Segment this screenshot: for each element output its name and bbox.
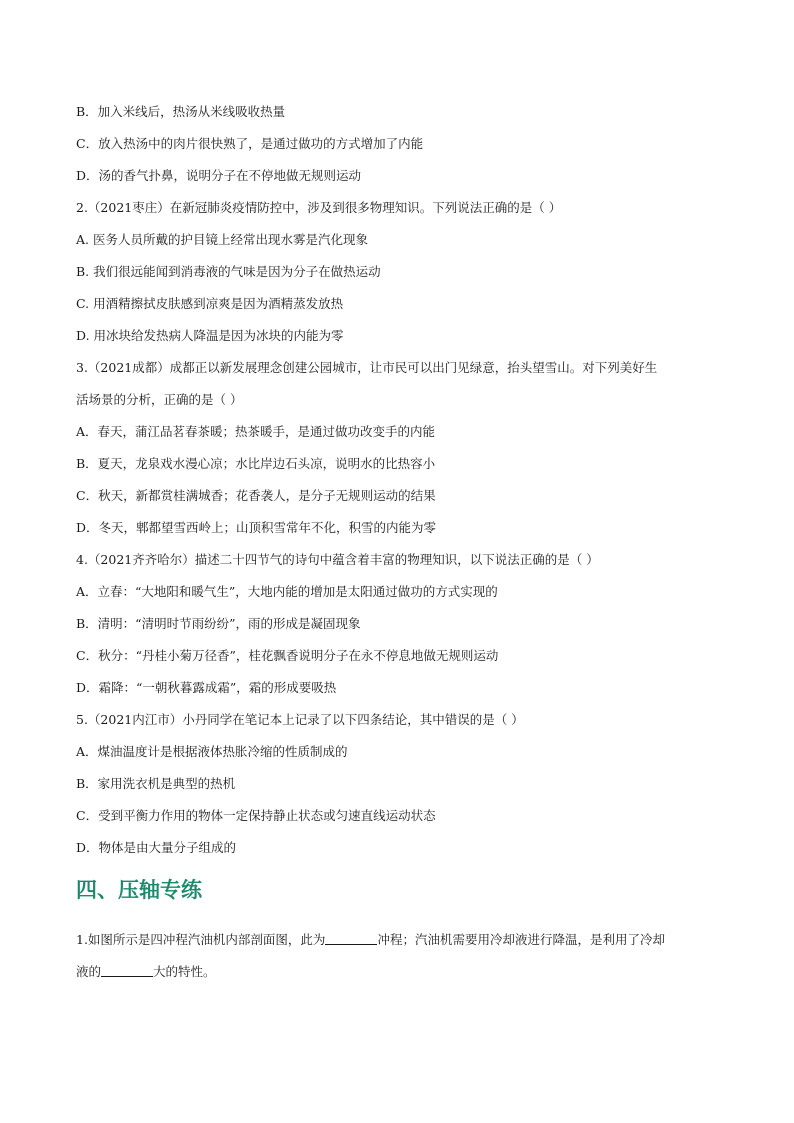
q4-stem: 4.（2021齐齐哈尔）描述二十四节气的诗句中蕴含着丰富的物理知识，以下说法正确的是（ ）	[76, 552, 599, 567]
section-title: 四、压轴专练	[76, 878, 202, 902]
q4-option-b: B．清明：“清明时节雨纷纷”，雨的形成是凝固现象	[76, 616, 361, 631]
q1-option-b: B．加入米线后，热汤从米线吸收热量	[76, 104, 286, 119]
q3-stem-line1: 3.（2021成都）成都正以新发展理念创建公园城市，让市民可以出门见绿意，抬头望雪山。对下列美好生	[76, 360, 658, 375]
q3-option-a: A．春天，蒲江品茗春茶暖；热茶暖手，是通过做功改变手的内能	[76, 424, 436, 439]
q2-stem: 2.（2021枣庄）在新冠肺炎疫情防控中，涉及到很多物理知识。下列说法正确的是（ ）	[76, 200, 562, 215]
q2-option-a: A. 医务人员所戴的护目镜上经常出现水雾是汽化现象	[76, 232, 368, 247]
q4-option-c: C．秋分：“丹桂小菊万径香”，桂花飘香说明分子在永不停息地做无规则运动	[76, 648, 499, 663]
q2-option-c: C. 用酒精擦拭皮肤感到凉爽是因为酒精蒸发放热	[76, 296, 344, 311]
q5-option-c: C．受到平衡力作用的物体一定保持静止状态或匀速直线运动状态	[76, 808, 436, 823]
q5-stem: 5.（2021内江市）小丹同学在笔记本上记录了以下四条结论，其中错误的是（ ）	[76, 712, 524, 727]
q3-option-d: D．冬天，郫都望雪西岭上；山顶积雪常年不化，积雪的内能为零	[76, 520, 437, 535]
q1-option-c: C．放入热汤中的肉片很快熟了，是通过做功的方式增加了内能	[76, 136, 424, 151]
p1-text-part1: 1.如图所示是四冲程汽油机内部剖面图，此为	[76, 932, 326, 947]
q4-option-d: D．霜降：“一朝秋暮露成霜”，霜的形成要吸热	[76, 680, 337, 695]
q5-option-b: B．家用洗衣机是典型的热机	[76, 776, 236, 791]
q5-option-d: D．物体是由大量分子组成的	[76, 840, 237, 855]
p1-text-part2: 冲程；汽油机需要用冷却液进行降温，是利用了冷却	[377, 932, 665, 947]
q2-option-b: B. 我们很远能闻到消毒液的气味是因为分子在做热运动	[76, 264, 381, 279]
p1-text-part4: 大的特性。	[153, 964, 216, 979]
p1-line2	[76, 964, 216, 980]
q4-option-a: A．立春：“大地阳和暖气生”，大地内能的增加是太阳通过做功的方式实现的	[76, 584, 498, 599]
q3-option-c: C．秋天，新都赏桂满城香；花香袭人，是分子无规则运动的结果	[76, 488, 436, 503]
q5-option-a: A．煤油温度计是根据液体热胀冷缩的性质制成的	[76, 744, 348, 759]
p1-text-part3: 液的	[76, 964, 102, 979]
p1-blank-1[interactable]	[325, 932, 377, 945]
p1-line1	[76, 932, 665, 948]
q1-option-d: D．汤的香气扑鼻，说明分子在不停地做无规则运动	[76, 168, 362, 183]
q3-stem-line2: 活场景的分析，正确的是（ ）	[76, 392, 243, 407]
p1-blank-2[interactable]	[101, 964, 153, 977]
q2-option-d: D. 用冰块给发热病人降温是因为冰块的内能为零	[76, 328, 344, 343]
q3-option-b: B．夏天，龙泉戏水漫心凉；水比岸边石头凉，说明水的比热容小	[76, 456, 436, 471]
